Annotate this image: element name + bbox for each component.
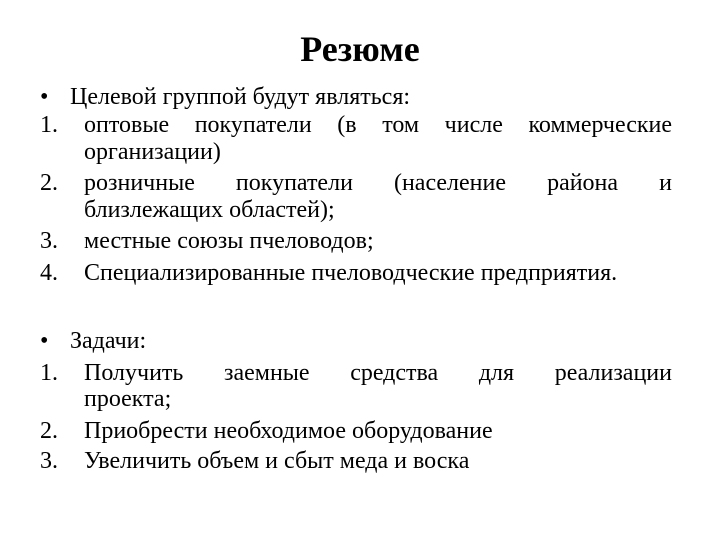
- section-heading-text: Целевой группой будут являться:: [70, 84, 411, 110]
- section-heading-text: Задачи:: [70, 328, 147, 354]
- bullet-marker: •: [40, 84, 49, 110]
- list-number: 4.: [40, 260, 58, 286]
- list-number: 2.: [40, 418, 58, 444]
- list-item-line: Получить заемные средства для реализации: [84, 360, 672, 386]
- slide-title: Резюме: [300, 29, 420, 69]
- list-number: 3.: [40, 228, 58, 254]
- list-number: 1.: [40, 112, 58, 138]
- slide: Резюме • Целевой группой будут являться: 1. оптовые покупатели (в том числе коммерческие организации) 2. розничные покупатели (население района и близлежащих областей); 3. местные союзы пчеловодов; 4. Специализированные пчеловодческие предприятия. • Задачи: 1. Получить заемные средства для реализации проекта; 2. Приобрести необходимое оборудование 3. Увеличить объем и сбыт меда и воска: [0, 0, 720, 540]
- list-number: 1.: [40, 360, 58, 386]
- list-number: 3.: [40, 448, 58, 474]
- bullet-marker: •: [40, 328, 49, 354]
- list-number: 2.: [40, 170, 58, 196]
- list-item-line: розничные покупатели (население района и: [84, 170, 672, 196]
- list-item-line: оптовые покупатели (в том числе коммерческие: [84, 112, 672, 138]
